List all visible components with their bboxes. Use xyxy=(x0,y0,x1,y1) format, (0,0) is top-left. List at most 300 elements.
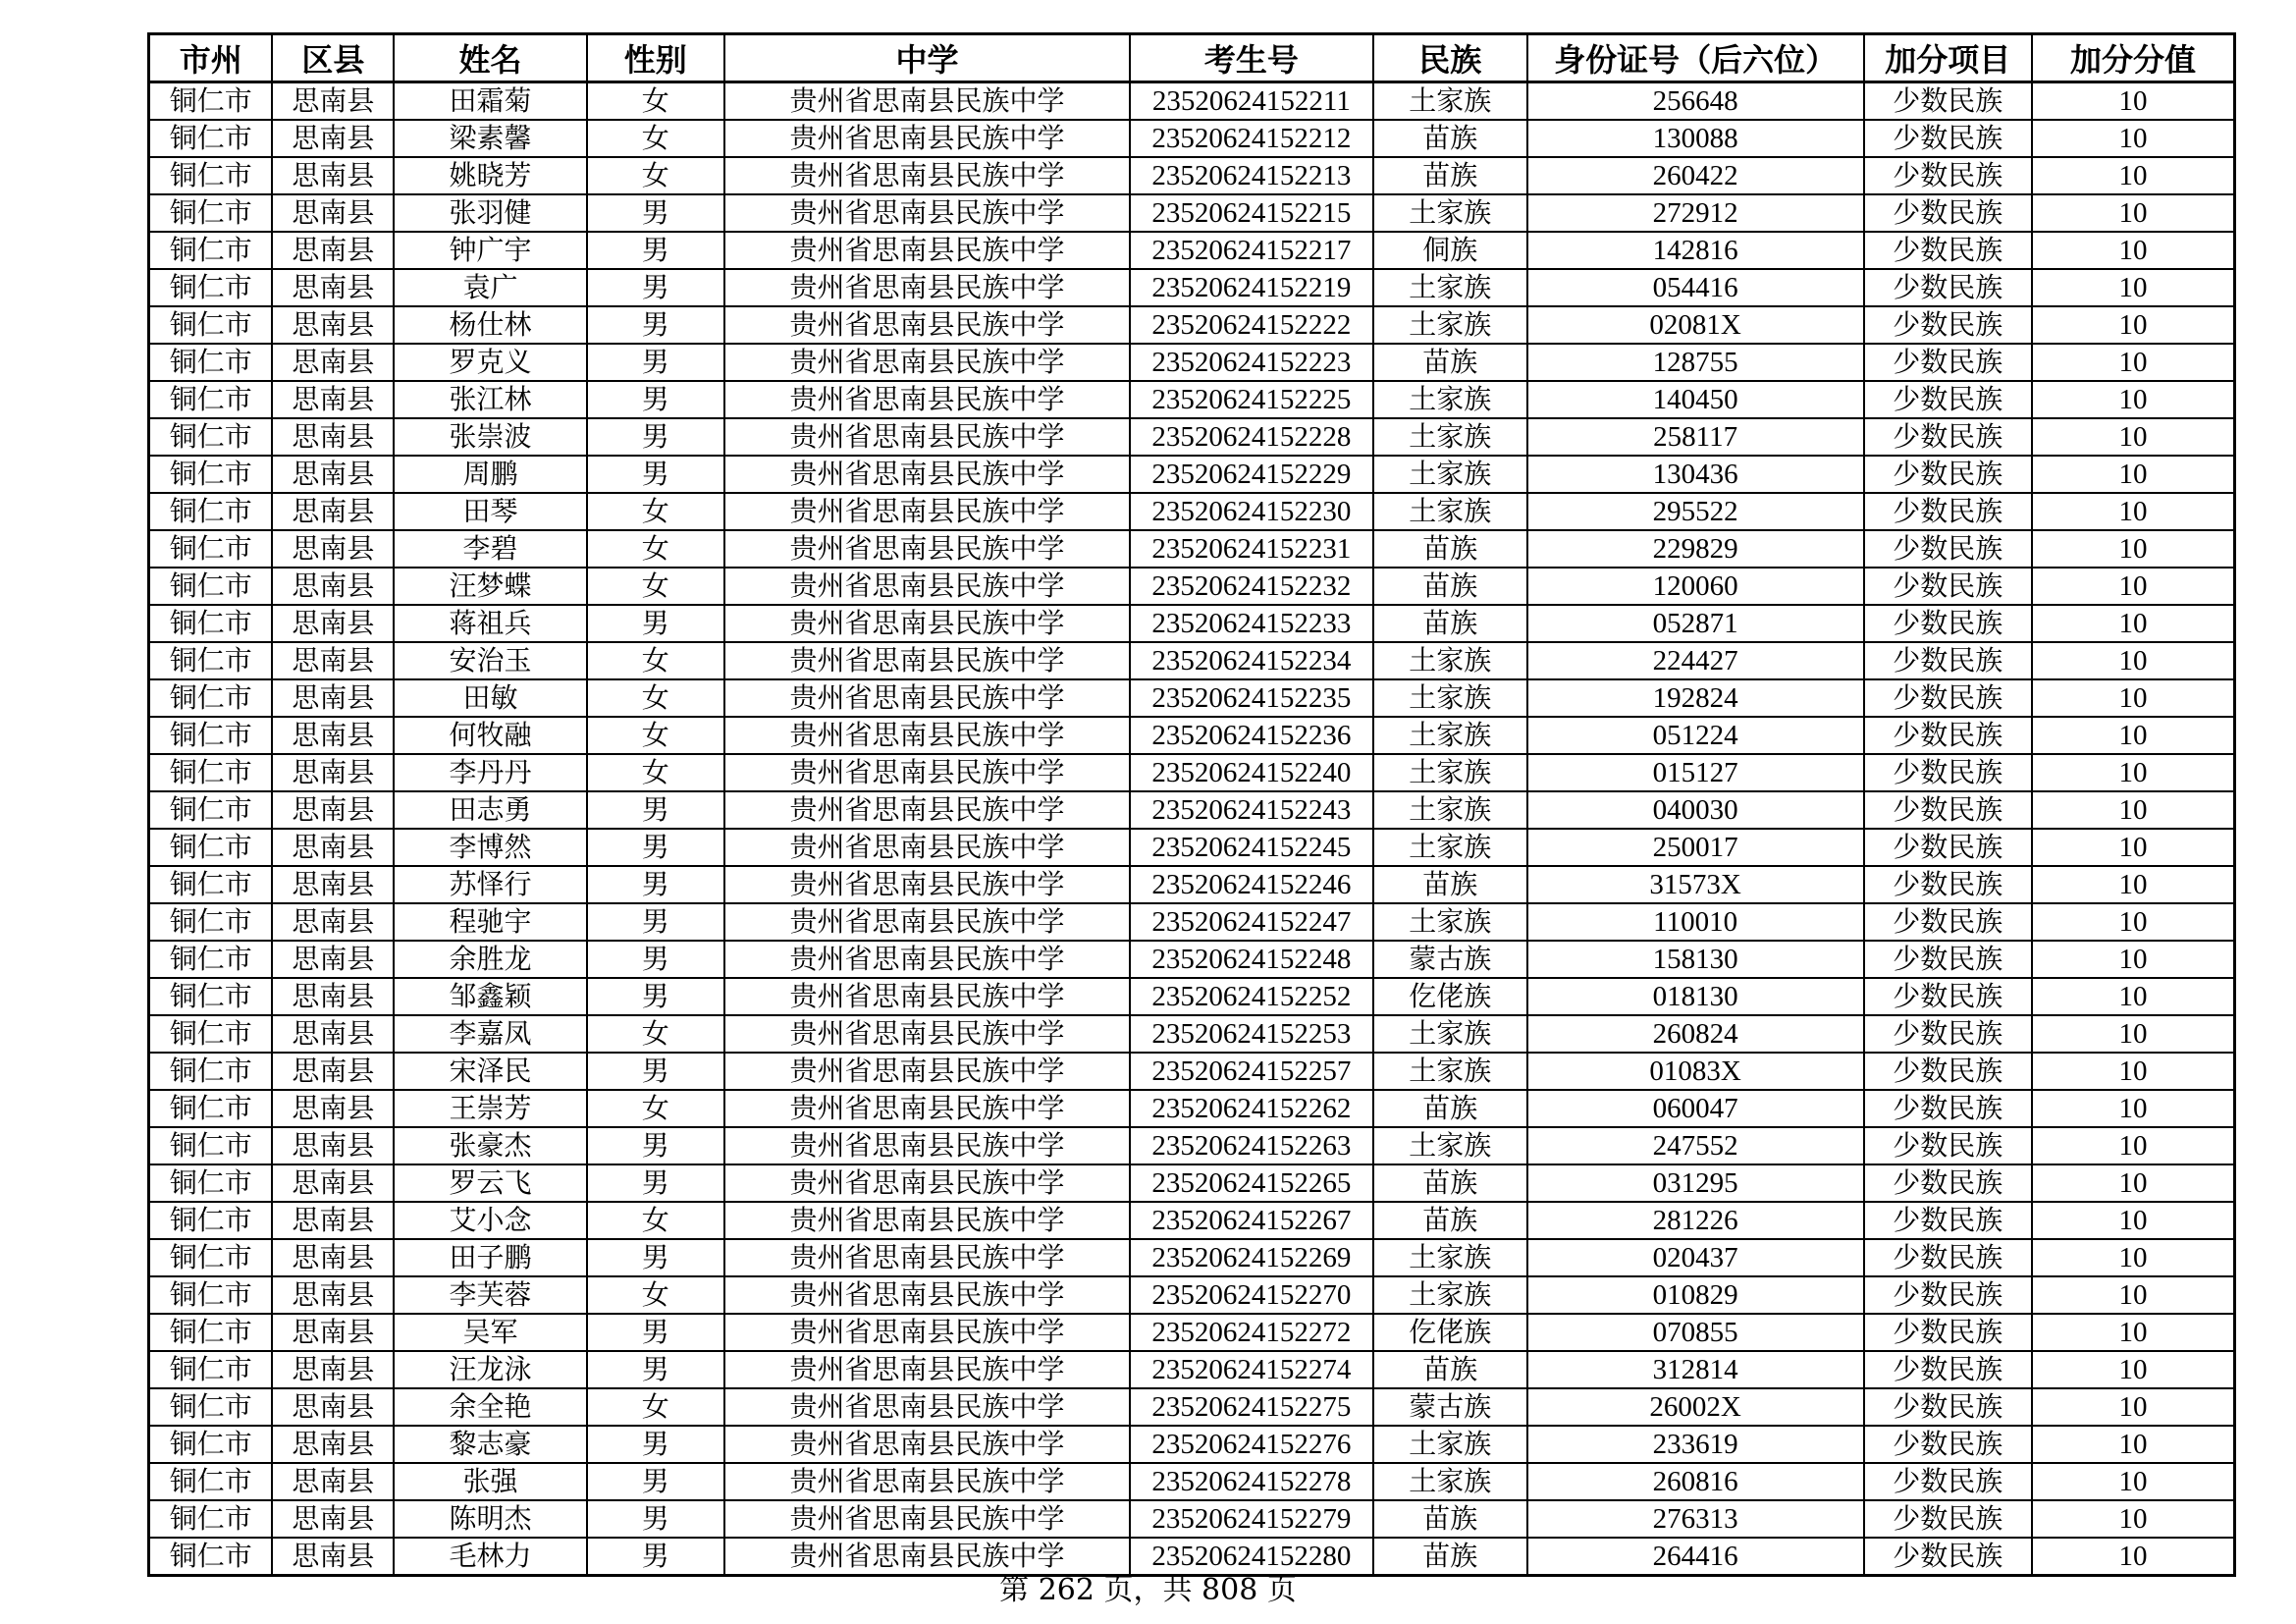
ethnicity-cell: 苗族 xyxy=(1373,1090,1527,1127)
gender-cell: 女 xyxy=(587,568,724,605)
county-cell: 思南县 xyxy=(272,791,394,829)
name-cell: 李芙蓉 xyxy=(394,1276,586,1314)
name-cell: 田琴 xyxy=(394,493,586,530)
gender-cell: 男 xyxy=(587,418,724,456)
exam-number-cell: 23520624152211 xyxy=(1130,82,1373,121)
exam-number-cell: 23520624152236 xyxy=(1130,717,1373,754)
gender-cell: 女 xyxy=(587,493,724,530)
id-last-six-cell: 128755 xyxy=(1527,344,1864,381)
ethnicity-cell: 土家族 xyxy=(1373,269,1527,306)
county-cell: 思南县 xyxy=(272,903,394,941)
table-row xyxy=(149,1127,2235,1164)
table-row xyxy=(149,941,2235,978)
school-cell: 贵州省思南县民族中学 xyxy=(724,903,1130,941)
bonus-item-cell: 少数民族 xyxy=(1864,1500,2032,1538)
name-cell: 罗克义 xyxy=(394,344,586,381)
bonus-item-cell: 少数民族 xyxy=(1864,568,2032,605)
school-cell: 贵州省思南县民族中学 xyxy=(724,1053,1130,1090)
bonus-item-cell: 少数民族 xyxy=(1864,82,2032,121)
id-last-six-cell: 01083X xyxy=(1527,1053,1864,1090)
id-last-six-cell: 224427 xyxy=(1527,642,1864,679)
id-last-six-cell: 070855 xyxy=(1527,1314,1864,1351)
exam-number-cell: 23520624152228 xyxy=(1130,418,1373,456)
id-last-six-cell: 276313 xyxy=(1527,1500,1864,1538)
name-cell: 姚晓芳 xyxy=(394,157,586,194)
exam-number-cell: 23520624152280 xyxy=(1130,1538,1373,1576)
ethnicity-cell: 土家族 xyxy=(1373,1239,1527,1276)
exam-number-cell: 23520624152213 xyxy=(1130,157,1373,194)
county-cell: 思南县 xyxy=(272,1202,394,1239)
exam-number-cell: 23520624152212 xyxy=(1130,120,1373,157)
name-cell: 李碧 xyxy=(394,530,586,568)
ethnicity-cell: 土家族 xyxy=(1373,1426,1527,1463)
bonus-item-cell: 少数民族 xyxy=(1864,1053,2032,1090)
ethnicity-cell: 土家族 xyxy=(1373,1127,1527,1164)
county-cell: 思南县 xyxy=(272,82,394,121)
id-last-six-cell: 054416 xyxy=(1527,269,1864,306)
ethnicity-cell: 土家族 xyxy=(1373,1463,1527,1500)
ethnicity-cell: 苗族 xyxy=(1373,120,1527,157)
county-cell: 思南县 xyxy=(272,717,394,754)
gender-cell: 女 xyxy=(587,120,724,157)
gender-cell: 男 xyxy=(587,194,724,232)
table-row xyxy=(149,679,2235,717)
bonus-item-cell: 少数民族 xyxy=(1864,1164,2032,1202)
id-last-six-cell: 010829 xyxy=(1527,1276,1864,1314)
id-last-six-cell: 192824 xyxy=(1527,679,1864,717)
ethnicity-cell: 仡佬族 xyxy=(1373,978,1527,1015)
ethnicity-cell: 侗族 xyxy=(1373,232,1527,269)
id-last-six-cell: 247552 xyxy=(1527,1127,1864,1164)
ethnicity-cell: 苗族 xyxy=(1373,605,1527,642)
bonus-item-cell: 少数民族 xyxy=(1864,194,2032,232)
table-row xyxy=(149,381,2235,418)
table-row xyxy=(149,344,2235,381)
name-cell: 程驰宇 xyxy=(394,903,586,941)
name-cell: 张江林 xyxy=(394,381,586,418)
school-cell: 贵州省思南县民族中学 xyxy=(724,232,1130,269)
exam-number-cell: 23520624152269 xyxy=(1130,1239,1373,1276)
exam-number-cell: 23520624152222 xyxy=(1130,306,1373,344)
exam-number-cell: 23520624152267 xyxy=(1130,1202,1373,1239)
exam-number-cell: 23520624152270 xyxy=(1130,1276,1373,1314)
bonus-value-cell: 10 xyxy=(2032,269,2235,306)
name-cell: 钟广宇 xyxy=(394,232,586,269)
page-number-footer: 第 262 页，共 808 页 xyxy=(999,1573,1297,1607)
school-cell: 贵州省思南县民族中学 xyxy=(724,269,1130,306)
id-last-six-cell: 040030 xyxy=(1527,791,1864,829)
id-last-six-cell: 281226 xyxy=(1527,1202,1864,1239)
table-row xyxy=(149,418,2235,456)
city-cell: 铜仁市 xyxy=(149,456,273,493)
school-cell: 贵州省思南县民族中学 xyxy=(724,306,1130,344)
school-cell: 贵州省思南县民族中学 xyxy=(724,568,1130,605)
gender-cell: 男 xyxy=(587,866,724,903)
name-cell: 张羽健 xyxy=(394,194,586,232)
county-cell: 思南县 xyxy=(272,605,394,642)
gender-cell: 女 xyxy=(587,530,724,568)
name-cell: 田敏 xyxy=(394,679,586,717)
bonus-item-cell: 少数民族 xyxy=(1864,232,2032,269)
county-cell: 思南县 xyxy=(272,157,394,194)
school-cell: 贵州省思南县民族中学 xyxy=(724,941,1130,978)
table-row xyxy=(149,493,2235,530)
table-row xyxy=(149,1351,2235,1388)
city-cell: 铜仁市 xyxy=(149,866,273,903)
id-last-six-cell: 158130 xyxy=(1527,941,1864,978)
name-cell: 李丹丹 xyxy=(394,754,586,791)
exam-number-cell: 23520624152240 xyxy=(1130,754,1373,791)
school-cell: 贵州省思南县民族中学 xyxy=(724,1388,1130,1426)
exam-number-cell: 23520624152262 xyxy=(1130,1090,1373,1127)
bonus-value-cell: 10 xyxy=(2032,1015,2235,1053)
city-cell: 铜仁市 xyxy=(149,232,273,269)
county-cell: 思南县 xyxy=(272,1426,394,1463)
city-cell: 铜仁市 xyxy=(149,418,273,456)
bonus-value-cell: 10 xyxy=(2032,717,2235,754)
col-header-gender: 性别 xyxy=(587,34,724,82)
name-cell: 罗云飞 xyxy=(394,1164,586,1202)
city-cell: 铜仁市 xyxy=(149,1164,273,1202)
bonus-value-cell: 10 xyxy=(2032,829,2235,866)
exam-number-cell: 23520624152253 xyxy=(1130,1015,1373,1053)
school-cell: 贵州省思南县民族中学 xyxy=(724,418,1130,456)
county-cell: 思南县 xyxy=(272,568,394,605)
city-cell: 铜仁市 xyxy=(149,493,273,530)
school-cell: 贵州省思南县民族中学 xyxy=(724,120,1130,157)
city-cell: 铜仁市 xyxy=(149,1127,273,1164)
city-cell: 铜仁市 xyxy=(149,1239,273,1276)
school-cell: 贵州省思南县民族中学 xyxy=(724,381,1130,418)
id-last-six-cell: 250017 xyxy=(1527,829,1864,866)
bonus-value-cell: 10 xyxy=(2032,568,2235,605)
county-cell: 思南县 xyxy=(272,1276,394,1314)
table-row xyxy=(149,269,2235,306)
table-row xyxy=(149,568,2235,605)
bonus-value-cell: 10 xyxy=(2032,493,2235,530)
table-row xyxy=(149,1202,2235,1239)
id-last-six-cell: 260422 xyxy=(1527,157,1864,194)
col-header-bonus-value: 加分分值 xyxy=(2032,34,2235,82)
name-cell: 梁素馨 xyxy=(394,120,586,157)
bonus-item-cell: 少数民族 xyxy=(1864,493,2032,530)
exam-number-cell: 23520624152219 xyxy=(1130,269,1373,306)
bonus-item-cell: 少数民族 xyxy=(1864,605,2032,642)
table-body xyxy=(149,82,2235,1576)
gender-cell: 男 xyxy=(587,978,724,1015)
school-cell: 贵州省思南县民族中学 xyxy=(724,344,1130,381)
gender-cell: 女 xyxy=(587,1015,724,1053)
id-last-six-cell: 142816 xyxy=(1527,232,1864,269)
bonus-item-cell: 少数民族 xyxy=(1864,344,2032,381)
county-cell: 思南县 xyxy=(272,866,394,903)
county-cell: 思南县 xyxy=(272,381,394,418)
table-row xyxy=(149,717,2235,754)
bonus-value-cell: 10 xyxy=(2032,1388,2235,1426)
bonus-item-cell: 少数民族 xyxy=(1864,1388,2032,1426)
gender-cell: 男 xyxy=(587,456,724,493)
name-cell: 黎志豪 xyxy=(394,1426,586,1463)
bonus-value-cell: 10 xyxy=(2032,754,2235,791)
bonus-value-cell: 10 xyxy=(2032,82,2235,121)
county-cell: 思南县 xyxy=(272,1090,394,1127)
county-cell: 思南县 xyxy=(272,418,394,456)
ethnicity-cell: 土家族 xyxy=(1373,903,1527,941)
id-last-six-cell: 060047 xyxy=(1527,1090,1864,1127)
col-header-ethnicity: 民族 xyxy=(1373,34,1527,82)
name-cell: 汪梦蝶 xyxy=(394,568,586,605)
name-cell: 余全艳 xyxy=(394,1388,586,1426)
gender-cell: 男 xyxy=(587,1426,724,1463)
name-cell: 张强 xyxy=(394,1463,586,1500)
id-last-six-cell: 120060 xyxy=(1527,568,1864,605)
name-cell: 李博然 xyxy=(394,829,586,866)
city-cell: 铜仁市 xyxy=(149,194,273,232)
gender-cell: 男 xyxy=(587,232,724,269)
city-cell: 铜仁市 xyxy=(149,1388,273,1426)
col-header-school: 中学 xyxy=(724,34,1130,82)
school-cell: 贵州省思南县民族中学 xyxy=(724,1239,1130,1276)
gender-cell: 男 xyxy=(587,1127,724,1164)
name-cell: 何牧融 xyxy=(394,717,586,754)
ethnicity-cell: 苗族 xyxy=(1373,1164,1527,1202)
bonus-value-cell: 10 xyxy=(2032,418,2235,456)
exam-number-cell: 23520624152265 xyxy=(1130,1164,1373,1202)
ethnicity-cell: 土家族 xyxy=(1373,456,1527,493)
ethnicity-cell: 土家族 xyxy=(1373,1053,1527,1090)
name-cell: 邹鑫颖 xyxy=(394,978,586,1015)
bonus-value-cell: 10 xyxy=(2032,1463,2235,1500)
bonus-item-cell: 少数民族 xyxy=(1864,754,2032,791)
name-cell: 周鹏 xyxy=(394,456,586,493)
table-row xyxy=(149,642,2235,679)
bonus-item-cell: 少数民族 xyxy=(1864,1314,2032,1351)
bonus-value-cell: 10 xyxy=(2032,306,2235,344)
table-row xyxy=(149,866,2235,903)
id-last-six-cell: 264416 xyxy=(1527,1538,1864,1576)
bonus-item-cell: 少数民族 xyxy=(1864,269,2032,306)
gender-cell: 男 xyxy=(587,941,724,978)
id-last-six-cell: 031295 xyxy=(1527,1164,1864,1202)
ethnicity-cell: 苗族 xyxy=(1373,1500,1527,1538)
table-row xyxy=(149,829,2235,866)
gender-cell: 男 xyxy=(587,1500,724,1538)
city-cell: 铜仁市 xyxy=(149,1500,273,1538)
bonus-value-cell: 10 xyxy=(2032,456,2235,493)
name-cell: 张豪杰 xyxy=(394,1127,586,1164)
name-cell: 陈明杰 xyxy=(394,1500,586,1538)
bonus-item-cell: 少数民族 xyxy=(1864,1090,2032,1127)
school-cell: 贵州省思南县民族中学 xyxy=(724,605,1130,642)
school-cell: 贵州省思南县民族中学 xyxy=(724,829,1130,866)
bonus-value-cell: 10 xyxy=(2032,791,2235,829)
bonus-value-cell: 10 xyxy=(2032,381,2235,418)
name-cell: 毛林力 xyxy=(394,1538,586,1576)
bonus-item-cell: 少数民族 xyxy=(1864,978,2032,1015)
bonus-value-cell: 10 xyxy=(2032,1276,2235,1314)
bonus-item-cell: 少数民族 xyxy=(1864,381,2032,418)
gender-cell: 男 xyxy=(587,903,724,941)
bonus-value-cell: 10 xyxy=(2032,1239,2235,1276)
id-last-six-cell: 052871 xyxy=(1527,605,1864,642)
city-cell: 铜仁市 xyxy=(149,82,273,121)
exam-number-cell: 23520624152215 xyxy=(1130,194,1373,232)
bonus-item-cell: 少数民族 xyxy=(1864,157,2032,194)
exam-number-cell: 23520624152276 xyxy=(1130,1426,1373,1463)
name-cell: 宋泽民 xyxy=(394,1053,586,1090)
gender-cell: 男 xyxy=(587,1239,724,1276)
county-cell: 思南县 xyxy=(272,1239,394,1276)
name-cell: 袁广 xyxy=(394,269,586,306)
school-cell: 贵州省思南县民族中学 xyxy=(724,717,1130,754)
city-cell: 铜仁市 xyxy=(149,1015,273,1053)
county-cell: 思南县 xyxy=(272,344,394,381)
table-row xyxy=(149,1276,2235,1314)
bonus-item-cell: 少数民族 xyxy=(1864,306,2032,344)
col-header-city: 市州 xyxy=(149,34,273,82)
bonus-item-cell: 少数民族 xyxy=(1864,791,2032,829)
bonus-value-cell: 10 xyxy=(2032,1538,2235,1576)
id-last-six-cell: 110010 xyxy=(1527,903,1864,941)
ethnicity-cell: 土家族 xyxy=(1373,1015,1527,1053)
gender-cell: 男 xyxy=(587,829,724,866)
bonus-item-cell: 少数民族 xyxy=(1864,941,2032,978)
table-row xyxy=(149,194,2235,232)
exam-number-cell: 23520624152230 xyxy=(1130,493,1373,530)
school-cell: 贵州省思南县民族中学 xyxy=(724,1500,1130,1538)
bonus-item-cell: 少数民族 xyxy=(1864,530,2032,568)
bonus-value-cell: 10 xyxy=(2032,232,2235,269)
ethnicity-cell: 土家族 xyxy=(1373,418,1527,456)
gender-cell: 男 xyxy=(587,1351,724,1388)
gender-cell: 男 xyxy=(587,1164,724,1202)
ethnicity-cell: 苗族 xyxy=(1373,568,1527,605)
school-cell: 贵州省思南县民族中学 xyxy=(724,1351,1130,1388)
bonus-value-cell: 10 xyxy=(2032,866,2235,903)
county-cell: 思南县 xyxy=(272,978,394,1015)
exam-number-cell: 23520624152231 xyxy=(1130,530,1373,568)
city-cell: 铜仁市 xyxy=(149,1202,273,1239)
exam-number-cell: 23520624152232 xyxy=(1130,568,1373,605)
bonus-item-cell: 少数民族 xyxy=(1864,1276,2032,1314)
table-row xyxy=(149,456,2235,493)
table-row xyxy=(149,605,2235,642)
exam-number-cell: 23520624152235 xyxy=(1130,679,1373,717)
bonus-item-cell: 少数民族 xyxy=(1864,1538,2032,1576)
table-row xyxy=(149,157,2235,194)
gender-cell: 女 xyxy=(587,1276,724,1314)
name-cell: 苏怿行 xyxy=(394,866,586,903)
id-last-six-cell: 31573X xyxy=(1527,866,1864,903)
col-header-bonus-item: 加分项目 xyxy=(1864,34,2032,82)
bonus-item-cell: 少数民族 xyxy=(1864,679,2032,717)
id-last-six-cell: 258117 xyxy=(1527,418,1864,456)
county-cell: 思南县 xyxy=(272,642,394,679)
city-cell: 铜仁市 xyxy=(149,1314,273,1351)
county-cell: 思南县 xyxy=(272,530,394,568)
table-row xyxy=(149,1314,2235,1351)
county-cell: 思南县 xyxy=(272,1351,394,1388)
gender-cell: 男 xyxy=(587,1053,724,1090)
table-row xyxy=(149,82,2235,121)
exam-number-cell: 23520624152245 xyxy=(1130,829,1373,866)
id-last-six-cell: 26002X xyxy=(1527,1388,1864,1426)
school-cell: 贵州省思南县民族中学 xyxy=(724,82,1130,121)
ethnicity-cell: 蒙古族 xyxy=(1373,1388,1527,1426)
school-cell: 贵州省思南县民族中学 xyxy=(724,1202,1130,1239)
city-cell: 铜仁市 xyxy=(149,642,273,679)
school-cell: 贵州省思南县民族中学 xyxy=(724,1090,1130,1127)
school-cell: 贵州省思南县民族中学 xyxy=(724,1538,1130,1576)
ethnicity-cell: 土家族 xyxy=(1373,829,1527,866)
county-cell: 思南县 xyxy=(272,1127,394,1164)
county-cell: 思南县 xyxy=(272,1538,394,1576)
id-last-six-cell: 015127 xyxy=(1527,754,1864,791)
school-cell: 贵州省思南县民族中学 xyxy=(724,754,1130,791)
exam-number-cell: 23520624152225 xyxy=(1130,381,1373,418)
table-row xyxy=(149,1500,2235,1538)
bonus-item-cell: 少数民族 xyxy=(1864,418,2032,456)
city-cell: 铜仁市 xyxy=(149,679,273,717)
table-row xyxy=(149,1164,2235,1202)
ethnicity-cell: 苗族 xyxy=(1373,1351,1527,1388)
ethnicity-cell: 蒙古族 xyxy=(1373,941,1527,978)
bonus-item-cell: 少数民族 xyxy=(1864,903,2032,941)
bonus-item-cell: 少数民族 xyxy=(1864,866,2032,903)
table-row xyxy=(149,903,2235,941)
gender-cell: 男 xyxy=(587,381,724,418)
name-cell: 张崇波 xyxy=(394,418,586,456)
gender-cell: 女 xyxy=(587,642,724,679)
bonus-value-cell: 10 xyxy=(2032,344,2235,381)
id-last-six-cell: 020437 xyxy=(1527,1239,1864,1276)
ethnicity-cell: 土家族 xyxy=(1373,717,1527,754)
city-cell: 铜仁市 xyxy=(149,269,273,306)
id-last-six-cell: 295522 xyxy=(1527,493,1864,530)
city-cell: 铜仁市 xyxy=(149,530,273,568)
exam-number-cell: 23520624152275 xyxy=(1130,1388,1373,1426)
table-row xyxy=(149,530,2235,568)
table-row xyxy=(149,306,2235,344)
school-cell: 贵州省思南县民族中学 xyxy=(724,456,1130,493)
gender-cell: 女 xyxy=(587,1388,724,1426)
gender-cell: 男 xyxy=(587,791,724,829)
city-cell: 铜仁市 xyxy=(149,1426,273,1463)
name-cell: 蒋祖兵 xyxy=(394,605,586,642)
county-cell: 思南县 xyxy=(272,194,394,232)
col-header-id-last-six: 身份证号（后六位） xyxy=(1527,34,1864,82)
ethnicity-cell: 土家族 xyxy=(1373,493,1527,530)
school-cell: 贵州省思南县民族中学 xyxy=(724,1463,1130,1500)
bonus-value-cell: 10 xyxy=(2032,194,2235,232)
name-cell: 安治玉 xyxy=(394,642,586,679)
ethnicity-cell: 土家族 xyxy=(1373,754,1527,791)
ethnicity-cell: 土家族 xyxy=(1373,381,1527,418)
bonus-value-cell: 10 xyxy=(2032,120,2235,157)
table-row xyxy=(149,1463,2235,1500)
school-cell: 贵州省思南县民族中学 xyxy=(724,642,1130,679)
bonus-value-cell: 10 xyxy=(2032,642,2235,679)
exam-number-cell: 23520624152246 xyxy=(1130,866,1373,903)
bonus-item-cell: 少数民族 xyxy=(1864,1463,2032,1500)
school-cell: 贵州省思南县民族中学 xyxy=(724,866,1130,903)
school-cell: 贵州省思南县民族中学 xyxy=(724,679,1130,717)
bonus-item-cell: 少数民族 xyxy=(1864,717,2032,754)
city-cell: 铜仁市 xyxy=(149,1090,273,1127)
school-cell: 贵州省思南县民族中学 xyxy=(724,1127,1130,1164)
bonus-value-cell: 10 xyxy=(2032,157,2235,194)
col-header-exam-number: 考生号 xyxy=(1130,34,1373,82)
